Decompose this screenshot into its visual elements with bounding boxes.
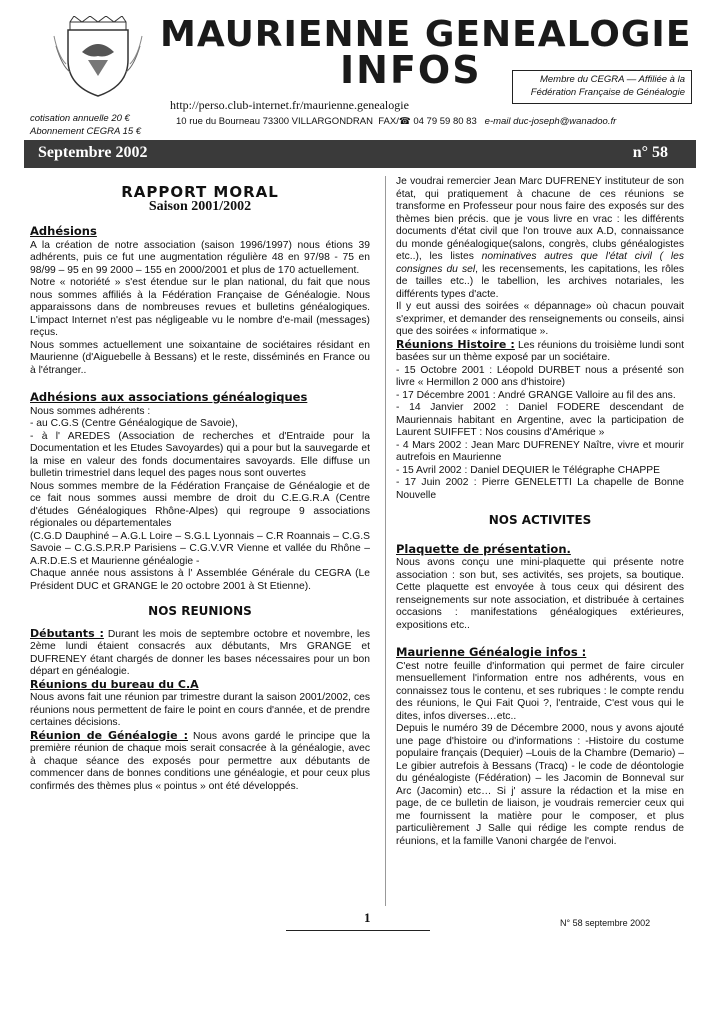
debutants-label: Débutants : (30, 626, 104, 640)
affiliation-line-2: Fédération Française de Généalogie (530, 87, 685, 98)
paragraph: A la création de notre association (saison 1996/1997) nous étions 39 adhérents, puis ce fut une augmentation régulière 48 en 97/98 - 75 en 98/99 – 95 en 99 2000 – 155 en 2000/2001 et plus de 170 actuellement. (30, 239, 370, 276)
paragraph: Il y eut aussi des soirées « dépannage» où chacun pouvait s'exprimer, et demander des renseignements ou conseils, ainsi que des soirées « informatique ». (396, 301, 684, 337)
section-heading-plaquette: Plaquette de présentation. (396, 541, 571, 556)
genealogie-label: Réunion de Généalogie : (30, 728, 188, 742)
fax-phone: FAX/☎ 04 79 59 80 83 (378, 116, 477, 127)
fees-block (30, 112, 141, 138)
paragraph: Nous avons conçu une mini-plaquette qui présente notre association : son but, ses activités, ses projets, sa boutique. Cette plaquette est envoyée à tous ceux qui désirent des renseignements sur note association, et distribuée à certaines occasions : manifestations généalogiques extérieures, expositions etc.. (396, 557, 684, 631)
histoire-text: Les réunions du troisième lundi sont basées sur un thème exposé par un sociétaire. (396, 339, 684, 363)
report-season: Saison 2001/2002 (148, 198, 252, 214)
section-heading-reunions: NOS REUNIONS (148, 604, 252, 618)
issue-banner (24, 140, 696, 168)
postal-address: 10 rue du Bourneau 73300 VILLARGONDRAN (176, 116, 373, 127)
list-item: - 17 Décembre 2001 : André GRANGE Valloire au fil des ans. (396, 389, 676, 401)
genealogie-text: Nous avons gardé le principe que la première réunion de chaque mois serait consacrée à la généalogie, avec à chaque séance des exposés pour permettre aux débutants de commencer dans de bonnes conditions une généalogie, et pour ceux plus confirmés des thèmes plus « pointus » ont été développés. (30, 730, 370, 792)
right-column (396, 176, 684, 848)
list-item: - 4 Mars 2002 : Jean Marc DUFRENEY Naître, vivre et mourir autrefois en Maurienne (396, 439, 684, 463)
affiliation-line-1: Membre du CEGRA — Affiliée à la (539, 74, 685, 85)
contact-line (176, 116, 616, 127)
paragraph: (C.G.D Dauphiné – A.G.L Loire – S.G.L Lyonnais – C.R Roannais – C.G.S Savoie – C.G.S.P.R.P Parisiens – C.G.V.VR Vienne et vallée du Rhône – A.R.D.E.S et Maurienne généalogie - (30, 530, 370, 567)
list-item: - 17 Juin 2002 : Pierre GENELETTI La chapelle de Bonne Nouvelle (396, 477, 684, 501)
paragraph: Nous sommes membre de la Fédération Française de Généalogie et de ce fait nous sommes aussi membre de droit du C.E.G.R.A (Centre d'études Généalogiques Rhône-Alpes) qui regroupe 9 associations régionales ou départementales (30, 480, 370, 529)
paragraph: Chaque année nous assistons à l' Assemblée Générale du CEGRA (Le Président DUC et GRANGE le 20 octobre 2001 à St Etienne). (30, 568, 370, 592)
paragraph-histoire (396, 339, 684, 365)
email-address[interactable]: e-mail duc-joseph@wanadoo.fr (484, 116, 617, 127)
coat-of-arms-logo (48, 16, 148, 98)
paragraph: Nous avons fait une réunion par trimestre durant la saison 2001/2002, ces réunions nous permettent de faire le point en cours d'année, et de prendre certaines décisions. (30, 692, 370, 728)
page-number: 1 (364, 910, 371, 925)
section-heading-activites: NOS ACTIVITES (488, 513, 592, 527)
text-run: Je voudrai remercier Jean Marc DUFRENEY instituteur de son état, qui pratiquement à chacune de ces réunions se transforme en Professeur pour nous faire des exposés sur des thèmes bien précis. que je vous livre en vrac : les différents documents d'état civil que l'on trouve aux A.D, connaissance du monde généalogique(salons, congrès, clubs généalogistes etc..), les listes (396, 176, 684, 262)
masthead-subtitle: INFOS (340, 48, 482, 92)
section-heading-associations: Adhésions aux associations généalogiques (30, 390, 308, 404)
text-run-italic: nominatives autres que l'état civil ( les consignes du sel (396, 251, 684, 275)
left-column (30, 183, 370, 793)
masthead-title: MAURIENNE GENEALOGIE (160, 14, 692, 55)
list-item: - 15 Octobre 2001 : Léopold DURBET nous a présenté son livre « Hermillon 2 000 ans d'histoire) (396, 364, 684, 388)
paragraph: Nous sommes actuellement une soixantaine de sociétaires résidant en Maurienne (d'Aiguebelle à Bessans) et le reste, disséminés en France ou à l'étranger.. (30, 339, 370, 376)
section-heading-adhesions: Adhésions (30, 224, 97, 238)
abonnement-text: Abonnement CEGRA 15 € (30, 126, 142, 137)
column-divider (385, 176, 386, 906)
paragraph: Nous sommes adhérents : (30, 405, 151, 417)
text-run: , les recensements, les capitations, les rôles de tailles etc..) le tabellion, les archives notariales, les différents types d'acte. (396, 263, 684, 300)
affiliation-box (512, 70, 692, 104)
footer-rule (286, 930, 430, 931)
debutants-text: Durant les mois de septembre octobre et novembre, les 2ème lundi étaient consacrés aux débutants, Mrs GRANGE et DUFRENEY étant chargés de donner les bases nécessaires pour un bon départ en généalogie. (30, 628, 370, 677)
issue-date: Septembre 2002 (38, 144, 148, 161)
list-item: - 15 Avril 2002 : Daniel DEQUIER le Télégraphe CHAPPE (396, 464, 661, 476)
paragraph: - à l' AREDES (Association de recherches et d'Entraide pour la Documentation et les Etudes Savoyardes) qui a pour but la sauvegarde et la mise en valeur des fonds documentaires savoyards. Elle diffuse un bulletin trimestriel dans lequel des pages nous sont ouvertes (30, 430, 370, 479)
paragraph: C'est notre feuille d'information qui permet de faire circuler mensuellement l'information entre nos adhérents, vous en connaissez tous le contenu, et ses rubriques : le compte rendu des réunions, le Qui Fait Quoi ?, l'entraide, C'est vous qui le dites, infos diverses…etc.. (396, 660, 684, 722)
paragraph: - au C.G.S (Centre Généalogique de Savoie), (30, 418, 238, 429)
cotisation-text: cotisation annuelle 20 € (30, 113, 130, 124)
histoire-label: Réunions Histoire : (396, 337, 515, 351)
footer-issue-note: N° 58 septembre 2002 (560, 918, 651, 928)
report-title: RAPPORT MORAL (121, 183, 279, 201)
website-link[interactable]: http://perso.club-internet.fr/maurienne.genealogie (170, 98, 409, 112)
list-item: - 14 Janvier 2002 : Daniel FODERE descendant de Mauriennais habitant en Argentine, avec la participation de Laurent SUIFFET : Nos cousins d'Amérique » (396, 402, 684, 438)
paragraph-genealogie (30, 730, 370, 794)
bureau-label: Réunions du bureau du C.A (30, 677, 199, 691)
paragraph-dufreney (396, 176, 684, 301)
issue-number: n° 58 (632, 144, 668, 161)
section-heading-infos: Maurienne Généalogie infos : (396, 645, 587, 659)
paragraph: Depuis le numéro 39 de Décembre 2000, nous y avons ajouté une page d'histoire ou d'informations : -Histoire du costume populaire français (Dequier) –Louis de la Chambre (Demario) – Le gibier autrefois à Bessans (Tracq) - le code de déontologie du généalogiste (Fédération) – les Jacomin de Bonneval sur Arc (Jacomin) etc… Si j' assure la rédaction et la mise en page, de ce bulletin de liaison, je voudrais remercier ceux qui me fournissent la matière pour le composer, et plus particulièrement J Salle qui rédige les compte rendus de réunions, et la famille Vanoni chargée de l'envoi. (396, 723, 684, 847)
paragraph-debutants (30, 628, 370, 679)
paragraph: Notre « notoriété » s'est étendue sur le plan national, du fait que nous nous sommes affiliés à la Fédération Française de Généalogie. Nous apparaissons dans de nombreuses revues et bulletins généalogiques. L'impact Internet n'est pas négligeable vu le nombre d'e-mail (messages) reçus. (30, 277, 370, 338)
